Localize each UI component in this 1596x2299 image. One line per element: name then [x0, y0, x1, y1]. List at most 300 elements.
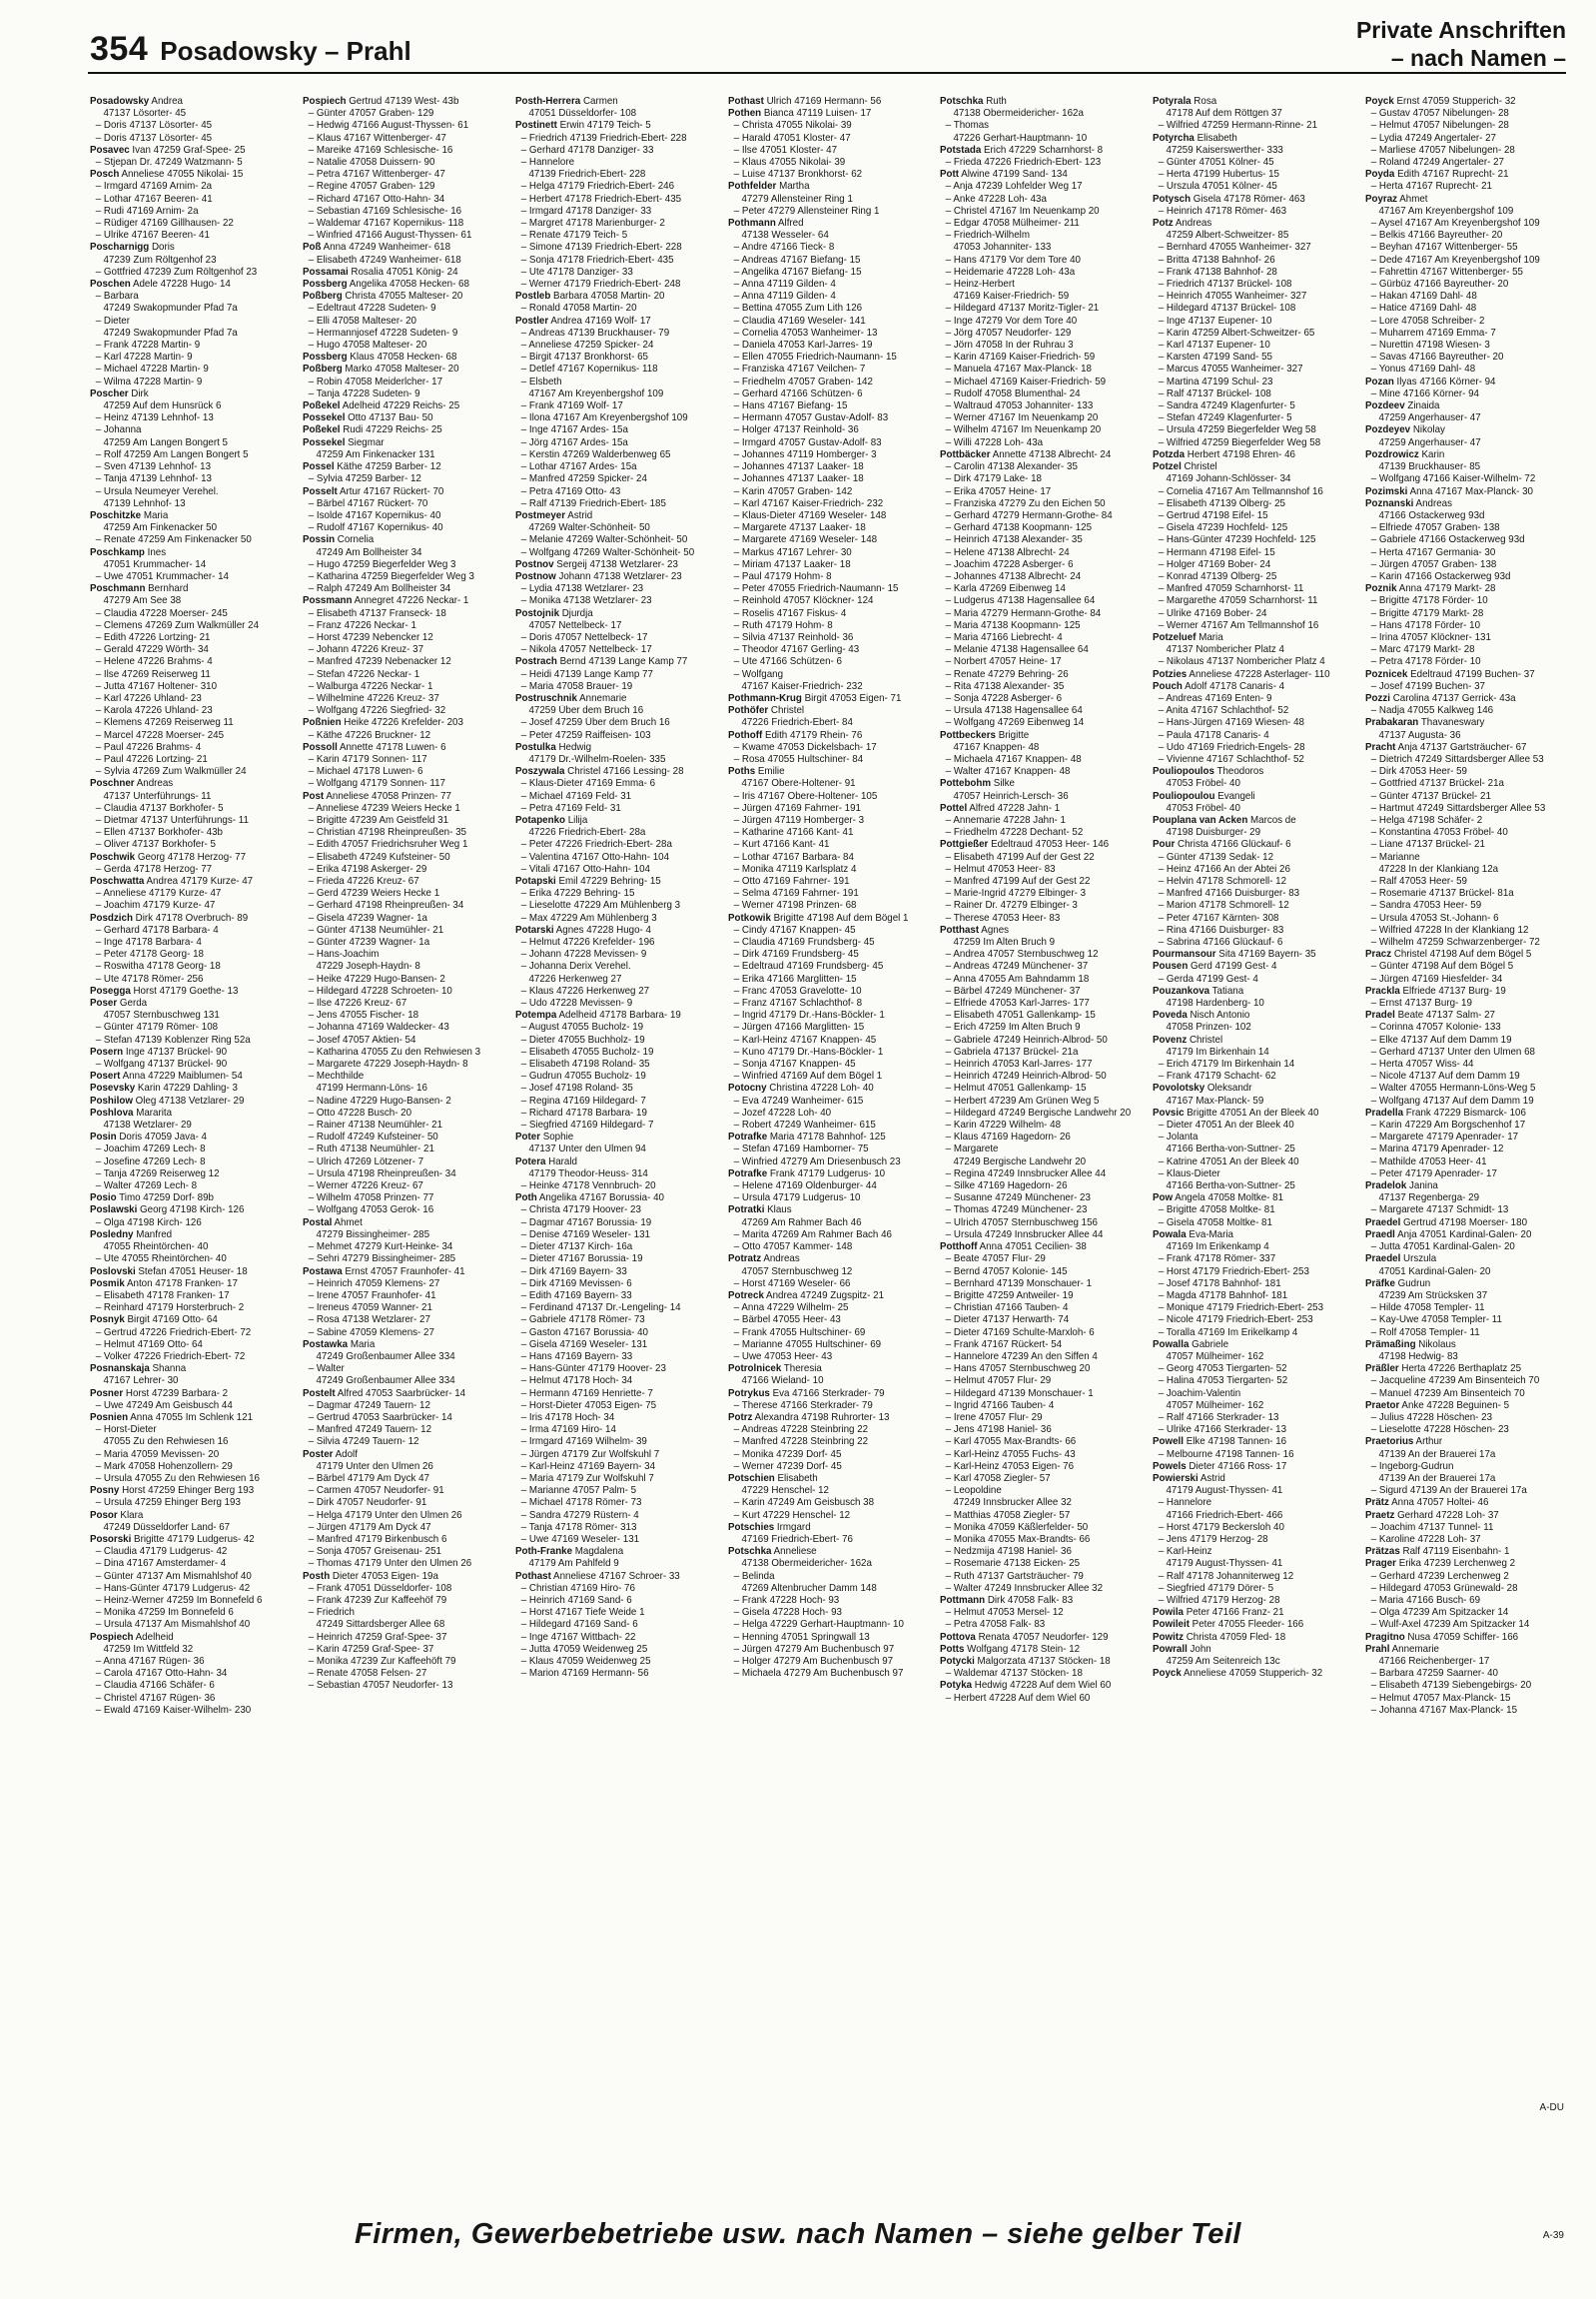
entry-detail: Karin — [1418, 448, 1445, 460]
entry-subentry: – Wolfgang 47179 Sonnen- 117 — [308, 778, 445, 790]
entry-subentry: – Wolfgang 47269 Eibenweg 14 — [946, 717, 1085, 729]
entry-address: 47167 Knappen- 48 — [953, 741, 1040, 753]
surname: Pothast — [514, 1570, 551, 1582]
entry-head — [1365, 486, 1560, 498]
entry-subentry: – Werner 47198 Prinzen- 68 — [733, 900, 857, 912]
surname: Post — [302, 790, 325, 802]
entry-head — [940, 169, 1135, 181]
entry-subentry: – Edeltraut 47228 Sudeten- 9 — [308, 303, 436, 315]
entry-detail: Anja 47051 Kardinal-Galen- 20 — [1395, 1228, 1532, 1240]
entry-detail: Birgit 47169 Otto- 64 — [124, 1314, 218, 1326]
entry-head — [940, 1595, 1135, 1607]
entry-subentry: – Wilhelm 47167 Im Neuenkamp 20 — [946, 424, 1102, 436]
entry-detail: Magdalena — [571, 1546, 623, 1558]
entry-subentry: – Eva 47249 Wanheimer- 615 — [733, 1095, 863, 1107]
entry-subentry: – Dagmar 47167 Borussia- 19 — [520, 1216, 651, 1228]
surname: Postawka — [302, 1338, 348, 1350]
surname: Potrz — [727, 1411, 753, 1423]
entry-subentry: – Paul 47226 Lortzing- 21 — [95, 753, 208, 765]
entry-address: 47166 Bertha-von-Suttner- 25 — [1166, 1180, 1296, 1192]
entry-subentry: – Herta 47167 Ruprecht- 21 — [1370, 181, 1493, 193]
entry-detail: Anna 47051 Cecilien- 38 — [977, 1241, 1088, 1253]
entry-subentry: – Jörg 47057 Neudorfer- 129 — [946, 327, 1072, 339]
entry-subentry: – Carmen 47057 Neudorfer- 91 — [308, 1485, 444, 1497]
entry-subentry: – Hildegard 47169 Sand- 6 — [520, 1619, 638, 1631]
entry-subentry: – Inge 47137 Eupener- 10 — [1159, 315, 1272, 327]
entry-subentry: – Doris 47137 Lösorter- 45 — [95, 120, 213, 132]
entry-subentry: – Uwe 47051 Krummacher- 14 — [95, 570, 229, 582]
entry-subentry: – Muharrem 47169 Emma- 7 — [1370, 327, 1496, 339]
entry-address: 47229 Joseph-Haydn- 8 — [316, 961, 420, 973]
entry-head — [515, 571, 710, 583]
surname: Powell — [1153, 1436, 1185, 1448]
surname: Povsic — [1153, 1107, 1185, 1119]
entry-subentry: – Gürbüz 47166 Bayreuther- 20 — [1370, 279, 1509, 291]
entry-detail: Gertrud 47198 Moerser- 180 — [1400, 1216, 1528, 1228]
entry-detail: Andreas — [134, 778, 174, 790]
entry-subentry: – Günter 47138 Neumühler- 21 — [308, 924, 443, 936]
entry-address: 47179 August-Thyssen- 41 — [1166, 1485, 1283, 1497]
entry-subentry: – Friedrich-Wilhelm — [946, 230, 1031, 242]
entry-detail: Sita 47169 Bayern- 35 — [1215, 949, 1316, 961]
surname: Powileit — [1153, 1619, 1191, 1631]
entry-subentry: – Elisabeth 47137 Franseck- 18 — [308, 607, 446, 619]
entry-head — [1365, 1497, 1560, 1509]
entry-detail: Urszula — [1400, 1253, 1437, 1265]
entry-detail: Alfred — [775, 218, 804, 230]
entry-subentry: – Ursula 47259 Ehinger Berg 193 — [95, 1497, 241, 1509]
surname: Poschmann — [90, 583, 146, 595]
surname: Posth-Herrera — [514, 96, 580, 107]
surname: Prahl — [1365, 1643, 1390, 1655]
entry-detail: Manfred — [133, 1228, 173, 1240]
entry-subentry: – Peter 47178 Georg- 18 — [95, 949, 204, 961]
surname: Possmann — [302, 595, 353, 607]
entry-subentry: – Andrea 47057 Sternbuschweg 12 — [946, 949, 1100, 961]
entry-subentry: – Nikola 47057 Nettelbeck- 17 — [520, 644, 652, 656]
entry-head — [940, 1656, 1135, 1668]
entry-subentry: – Gustav 47057 Nibelungen- 28 — [1370, 108, 1510, 120]
entry-subentry: – Peter 47279 Allensteiner Ring 1 — [733, 205, 880, 217]
entry-subentry: – Dirk 47053 Heer- 59 — [1370, 766, 1468, 778]
entry-subentry: – Frank 47055 Hultschiner- 69 — [733, 1326, 865, 1338]
entry-head — [1153, 1192, 1347, 1204]
entry-detail: Anke 47228 Beguinen- 5 — [1399, 1399, 1510, 1411]
entry-subentry: – Dieter — [95, 315, 131, 327]
entry-subentry: – Wilfried 47259 Biegerfelder Weg 58 — [1159, 436, 1321, 448]
entry-subentry: – Josef 47199 Buchen- 37 — [1370, 680, 1486, 692]
entry-subentry: – Hans-Günter 47179 Hoover- 23 — [520, 1363, 666, 1375]
surname: Pothast — [727, 96, 764, 107]
entry-subentry: – Wilma 47228 Martin- 9 — [95, 376, 203, 387]
entry-head — [303, 412, 497, 424]
entry-detail: Timo 47259 Dorf- 89b — [116, 1192, 214, 1204]
entry-head — [1153, 1632, 1347, 1644]
entry-address: 47226 Friedrich-Ebert- 28a — [528, 827, 646, 839]
entry-address: 47269 Walter-Schönheit- 50 — [528, 522, 650, 534]
margin-mark: A-DU — [1539, 2102, 1564, 2113]
entry-address: 47259 Angerhauser- 47 — [1378, 412, 1481, 424]
entry-head — [1153, 449, 1347, 461]
entry-subentry: – Edeltraud 47169 Frundsberg- 45 — [733, 961, 883, 973]
entry-subentry: – Harald 47051 Kloster- 47 — [733, 132, 851, 144]
surname: Postulka — [514, 741, 556, 753]
entry-subentry: – Herta 47167 Germania- 30 — [1370, 546, 1496, 558]
entry-head — [1365, 1010, 1560, 1022]
entry-subentry: – Heinrich 47249 Heinrich-Albrod- 50 — [946, 1071, 1108, 1083]
entry-subentry: – Karl 47058 Ziegler- 57 — [946, 1472, 1052, 1484]
entry-subentry: – Hans-Günter 47179 Ludgerus- 42 — [95, 1582, 251, 1594]
entry-head — [1153, 949, 1347, 961]
entry-subentry: – Paul 47179 Hohm- 8 — [733, 570, 832, 582]
entry-head — [1365, 1510, 1560, 1522]
entry-detail: Anna 47167 Max-Planck- 30 — [1407, 485, 1534, 497]
entry-subentry: – Helga 47198 Schäfer- 2 — [1370, 814, 1483, 826]
surname: Poschwatta — [90, 876, 145, 887]
entry-subentry: – Michael 47178 Römer- 73 — [520, 1497, 642, 1509]
entry-subentry: – Dieter 47055 Buchholz- 19 — [520, 1034, 645, 1046]
entry-detail: Christel — [1182, 461, 1217, 473]
entry-address: 47259 Im Wittfeld 32 — [103, 1643, 194, 1655]
entry-subentry: – Ralf 47139 Friedrich-Ebert- 185 — [520, 497, 666, 509]
entry-head — [90, 169, 285, 181]
entry-subentry: – Helvin 47178 Schmorell- 12 — [1159, 876, 1287, 887]
entry-head — [1365, 693, 1560, 705]
surname: Poßnien — [302, 717, 342, 729]
surname: Praedl — [1365, 1228, 1396, 1240]
entry-detail: Christel — [767, 705, 804, 717]
entry-subentry: – Frank 47138 Bahnhof- 28 — [1159, 266, 1278, 278]
surname: Pozdeyev — [1365, 424, 1411, 436]
entry-subentry: – Anneliese 47239 Weiers Hecke 1 — [308, 802, 460, 814]
entry-head — [728, 1388, 923, 1400]
entry-subentry: – Thomas — [946, 120, 990, 132]
entry-head — [90, 583, 285, 595]
listing-column-4 — [728, 96, 931, 2188]
entry-subentry: – Ewald 47169 Kaiser-Wilhelm- 230 — [95, 1704, 252, 1716]
entry-detail: Adolf — [333, 1448, 358, 1460]
surname: Posnien — [90, 1411, 129, 1423]
entry-detail: Barbara 47058 Martin- 20 — [550, 291, 665, 303]
entry-detail: Christel 47198 Auf dem Bögel 5 — [1391, 949, 1532, 961]
entry-subentry: – Hannelore — [1159, 1497, 1212, 1509]
surname: Possoll — [302, 741, 338, 753]
entry-subentry: – Heinz-Herbert — [946, 279, 1016, 291]
entry-subentry: – Ute 47055 Rheintörchen- 40 — [95, 1253, 227, 1265]
entry-subentry: – Gabriele 47166 Ostackerweg 93d — [1370, 534, 1525, 546]
entry-head — [728, 1473, 923, 1485]
entry-subentry: – Doris 47057 Nettelbeck- 17 — [520, 631, 648, 643]
entry-subentry: – Stjepan Dr. 47249 Watzmann- 5 — [95, 157, 243, 169]
entry-subentry: – Irmgard 47057 Gustav-Adolf- 83 — [733, 436, 882, 448]
surname: Pothöfer — [727, 705, 768, 717]
entry-head — [728, 1546, 923, 1558]
surname: Praedel — [1365, 1253, 1401, 1265]
entry-subentry: – Horst 47167 Tiefe Weide 1 — [520, 1607, 645, 1619]
entry-detail: Dieter 47053 Eigen- 19a — [330, 1570, 438, 1582]
entry-detail: Elisabeth — [774, 1472, 818, 1484]
surname: Potzies — [1153, 668, 1188, 680]
entry-subentry: – Marita 47269 Am Rahmer Bach 46 — [733, 1228, 892, 1240]
surname: Pow — [1153, 1192, 1174, 1204]
entry-subentry: – Carola 47167 Otto-Hahn- 34 — [95, 1668, 228, 1680]
entry-head — [303, 279, 497, 291]
entry-address: 47226 Herkenweg 27 — [528, 973, 622, 985]
entry-detail: Arthur — [1413, 1436, 1443, 1448]
entry-head — [1365, 1363, 1560, 1375]
entry-head — [940, 1680, 1135, 1692]
entry-subentry: – Christa 47179 Hoover- 23 — [520, 1204, 641, 1216]
entry-address: 47055 Zu den Rehwiesen 16 — [103, 1436, 229, 1448]
entry-subentry: – Melanie 47269 Walter-Schönheit- 50 — [520, 534, 688, 546]
entry-subentry: – Helmut 47057 Flur- 29 — [946, 1375, 1052, 1387]
surname: Pradel — [1365, 1010, 1396, 1022]
entry-subentry: – Cornelia 47053 Wanheimer- 13 — [733, 327, 878, 339]
surname: Posnanskaja — [90, 1363, 150, 1375]
entry-detail: Dieter 47166 Ross- 17 — [1187, 1460, 1287, 1472]
entry-subentry: – Werner 47167 Im Neuenkamp 20 — [946, 412, 1099, 424]
entry-subentry: – Wolfgang 47166 Kaiser-Wilhelm- 72 — [1370, 473, 1536, 485]
entry-detail: Marcos de — [1247, 814, 1296, 826]
entry-subentry: – Andre 47166 Tieck- 8 — [733, 242, 834, 254]
entry-address: 47228 In der Klankiang 12a — [1378, 863, 1499, 875]
entry-subentry: – Volker 47226 Friedrich-Ebert- 72 — [95, 1350, 246, 1362]
surname: Poslovski — [90, 1265, 136, 1277]
entry-subentry: – Regina 47169 Hildegard- 7 — [520, 1095, 646, 1107]
entry-detail: Horst 47259 Ehinger Berg 193 — [119, 1485, 255, 1497]
entry-subentry: – Hannelore 47239 An den Siffen 4 — [946, 1350, 1099, 1362]
entry-detail: Christa 47166 Glückauf- 6 — [1175, 839, 1291, 851]
entry-address: 47269 Am Rahmer Bach 46 — [741, 1216, 862, 1228]
entry-head — [1365, 1339, 1560, 1351]
entry-subentry: – Gerhard 47138 Koopmann- 125 — [946, 522, 1093, 534]
surname: Poths — [727, 766, 755, 778]
entry-subentry: – Dirk 47169 Bayern- 33 — [520, 1265, 627, 1277]
entry-head — [728, 108, 923, 120]
entry-address: 47259 Über dem Bruch 16 — [528, 705, 643, 717]
surname: Prabakaran — [1365, 717, 1419, 729]
entry-head — [1365, 1546, 1560, 1558]
entry-subentry: – Friedrich 47137 Brückel- 108 — [1159, 279, 1292, 291]
entry-subentry: – Barbara — [95, 291, 139, 303]
entry-subentry: – Christian 47166 Tauben- 4 — [946, 1302, 1069, 1314]
entry-subentry: – Heidi 47139 Lange Kamp 77 — [520, 668, 653, 680]
entry-subentry: – Klaus 47055 Nikolai- 39 — [733, 157, 845, 169]
entry-subentry: – Wilfried 47179 Herzog- 28 — [1159, 1594, 1280, 1606]
surname: Powila — [1153, 1607, 1185, 1619]
surname: Pothoff — [727, 729, 762, 741]
entry-detail: Zinaida — [1404, 400, 1440, 412]
entry-detail: Andrea — [149, 96, 183, 107]
entry-subentry: – Andreas 47169 Enten- 9 — [1159, 692, 1272, 704]
entry-subentry: – Hans 47178 Förder- 10 — [1370, 619, 1481, 631]
entry-subentry: – Jörn 47058 In der Ruhrau 3 — [946, 340, 1074, 352]
entry-subentry: – Luise 47137 Bronkhorst- 62 — [733, 169, 862, 181]
entry-head — [1365, 1644, 1560, 1656]
entry-subentry: – Günter 47179 Römer- 108 — [95, 1022, 219, 1034]
entry-head — [1365, 400, 1560, 412]
entry-subentry: – Wolfgang 47269 Walter-Schönheit- 50 — [520, 546, 694, 558]
entry-detail: Annette 47178 Luwen- 6 — [337, 741, 446, 753]
entry-subentry: – Peter 47259 Raiffeisen- 103 — [520, 729, 651, 741]
entry-detail: Ernst 47059 Stupperich- 32 — [1393, 96, 1516, 107]
entry-subentry: – Horst 47179 Beckersloh 40 — [1159, 1521, 1285, 1533]
surname: Pozimski — [1365, 485, 1408, 497]
entry-detail: Klaus 47058 Hecken- 68 — [347, 352, 457, 364]
surname: Pottebohm — [940, 778, 992, 790]
entry-subentry: – Joachim 47179 Kurze- 47 — [95, 900, 216, 912]
entry-subentry: – Petra 47169 Otto- 43 — [520, 485, 620, 497]
listing-column-6 — [1153, 96, 1355, 2188]
entry-subentry: – Clemens 47269 Zum Walkmüller 24 — [95, 619, 260, 631]
entry-detail: Dirk 47058 Falk- 83 — [985, 1594, 1074, 1606]
entry-detail: Cornelia — [334, 534, 375, 546]
entry-subentry: – Maria 47058 Brauer- 19 — [520, 680, 632, 692]
surname: Powierski — [1153, 1472, 1198, 1484]
entry-subentry: – Dagmar 47249 Tauern- 12 — [308, 1399, 430, 1411]
entry-subentry: – Corinna 47057 Kolonie- 133 — [1370, 1022, 1501, 1034]
entry-subentry: – Claudia 47166 Schäfer- 6 — [95, 1680, 215, 1692]
entry-address: 47179 Theodor-Heuss- 314 — [528, 1167, 648, 1179]
entry-subentry: – Gisela 47058 Moltke- 81 — [1159, 1216, 1273, 1228]
entry-subentry: – Tanja 47269 Reiserweg 12 — [95, 1167, 220, 1179]
entry-detail: Siegmar — [345, 436, 385, 448]
entry-subentry: – Hermannjosef 47228 Sudeten- 9 — [308, 327, 458, 339]
entry-detail: Christel 47166 Lessing- 28 — [564, 766, 684, 778]
entry-detail: Anna 47057 Holtei- 46 — [1389, 1497, 1489, 1509]
entry-subentry: – Anneliese 47259 Spicker- 24 — [520, 340, 654, 352]
entry-subentry: – Karl 47228 Martin- 9 — [95, 352, 193, 364]
entry-address: 47179 Unter den Ulmen 26 — [316, 1460, 433, 1472]
entry-subentry: – Ralf 47166 Sterkrader- 13 — [1159, 1411, 1279, 1423]
entry-subentry: – Silvia 47249 Tauern- 12 — [308, 1436, 419, 1448]
entry-subentry: – Horst-Dieter 47053 Eigen- 75 — [520, 1399, 656, 1411]
entry-address: 47167 Am Kreyenbergshof 109 — [528, 387, 664, 399]
entry-subentry: – Wolfgang 47137 Auf dem Damm 19 — [1370, 1095, 1534, 1107]
entry-subentry: – Bernhard 47139 Monschauer- 1 — [946, 1277, 1093, 1289]
entry-subentry: – Helga 47229 Gerhart-Hauptmann- 10 — [733, 1619, 904, 1631]
entry-subentry: – Ferdinand 47137 Dr.-Lengeling- 14 — [520, 1302, 681, 1314]
entry-subentry: – Thomas 47179 Unter den Ulmen 26 — [308, 1558, 472, 1570]
entry-address: 47239 Zum Röltgenhof 23 — [103, 254, 217, 266]
entry-subentry: – Inge 47167 Ardes- 15a — [520, 424, 628, 436]
entry-subentry: – Ulrike 47166 Sterkrader- 13 — [1159, 1424, 1287, 1436]
entry-subentry: – Peter 47226 Friedrich-Ebert- 28a — [520, 839, 672, 851]
surname: Potzda — [1153, 448, 1186, 460]
entry-subentry: – Andreas 47228 Steinbring 22 — [733, 1424, 868, 1436]
entry-head — [90, 1132, 285, 1144]
entry-subentry: – Josef 47057 Aktien- 54 — [308, 1034, 416, 1046]
entry-head — [303, 717, 497, 729]
entry-subentry: – Ingeborg-Gudrun — [1370, 1460, 1454, 1472]
entry-subentry: – Lydia 47249 Angertaler- 27 — [1370, 132, 1497, 144]
entry-detail: Emil 47229 Behring- 15 — [555, 876, 661, 887]
entry-address: 47139 Lehnhof- 13 — [103, 497, 186, 509]
entry-subentry: – Maria 47138 Koopmann- 125 — [946, 619, 1082, 631]
entry-subentry: – Denise 47169 Weseler- 131 — [520, 1228, 650, 1240]
entry-subentry: – Hans 47057 Sternbuschweg 20 — [946, 1363, 1091, 1375]
entry-subentry: – Ursula 47259 Biegerfelder Weg 58 — [1159, 424, 1317, 436]
entry-subentry: – Rüdiger 47169 Gillhausen- 22 — [95, 218, 234, 230]
entry-subentry: – Hans 47167 Biefang- 15 — [733, 400, 847, 412]
entry-subentry: – Klaus 47167 Wittenberger- 47 — [308, 132, 446, 144]
surname: Pouliopoulos — [1153, 766, 1215, 778]
entry-subentry: – Susanne 47249 Münchener- 23 — [946, 1192, 1092, 1204]
entry-detail: Martha — [775, 181, 810, 193]
entry-detail: Georg 47198 Kirch- 126 — [137, 1204, 245, 1216]
entry-subentry: – Jutta 47167 Holtener- 310 — [95, 680, 218, 692]
entry-detail: Horst 47179 Goethe- 13 — [130, 985, 239, 997]
entry-subentry: – Käthe 47226 Bruckner- 12 — [308, 729, 430, 741]
entry-subentry: – Heinz-Werner 47259 Im Bonnefeld 6 — [95, 1594, 263, 1606]
entry-subentry: – Sandra 47053 Heer- 59 — [1370, 900, 1482, 912]
surname: Potz — [1153, 218, 1174, 230]
entry-subentry: – Nedzmija 47198 Haniel- 36 — [946, 1546, 1073, 1558]
entry-head — [303, 96, 497, 108]
entry-address: 47259 Am Finkenacker 131 — [316, 448, 435, 460]
surname: Pottgießer — [940, 839, 989, 851]
entry-subentry: – Irma 47169 Hiro- 14 — [520, 1424, 616, 1436]
entry-subentry: – Karin 47249 Am Geisbusch 38 — [733, 1497, 874, 1509]
entry-subentry: – Regine 47057 Graben- 129 — [308, 181, 435, 193]
entry-subentry: – Elke 47137 Auf dem Damm 19 — [1370, 1034, 1512, 1046]
entry-subentry: – Ursula 47053 St.-Johann- 6 — [1370, 912, 1499, 924]
entry-subentry: – Dede 47167 Am Kreyenbergshof 109 — [1370, 254, 1541, 266]
surname: Poscher — [90, 387, 129, 399]
entry-subentry: – Thomas 47249 Münchener- 23 — [946, 1204, 1088, 1216]
entry-subentry: – Fahrettin 47167 Wittenberger- 55 — [1370, 266, 1524, 278]
entry-head — [515, 742, 710, 754]
entry-head — [1365, 498, 1560, 510]
entry-subentry: – August 47055 Bucholz- 19 — [520, 1022, 643, 1034]
entry-detail: Andrea 47169 Wolf- 17 — [547, 315, 651, 327]
entry-subentry: – Joachim-Valentin — [1159, 1387, 1241, 1399]
surname: Postleb — [514, 291, 551, 303]
entry-subentry: – Horst-Dieter — [95, 1424, 157, 1436]
surname: Postrach — [514, 656, 557, 668]
entry-subentry: – Frieda 47226 Kreuz- 67 — [308, 876, 419, 887]
entry-subentry: – Heike 47229 Hugo-Bansen- 2 — [308, 973, 445, 985]
entry-detail: Gabriele — [1189, 1338, 1229, 1350]
entry-address: 47229 Henschel- 12 — [741, 1485, 829, 1497]
entry-subentry: – Rita 47138 Alexander- 35 — [946, 680, 1065, 692]
entry-subentry: – Ralph 47249 Am Bollheister 34 — [308, 583, 451, 595]
surname: Possekel — [302, 412, 346, 424]
page-marker: A-39 — [1542, 2230, 1564, 2241]
entry-address: 47179 Im Birkenhain 14 — [1166, 1046, 1270, 1058]
entry-subentry: – Ursula 47055 Zu den Rehwiesen 16 — [95, 1472, 260, 1484]
entry-subentry: – Margarete 47169 Weseler- 148 — [733, 534, 877, 546]
entry-subentry: – Gerhard 47178 Barbara- 4 — [95, 924, 219, 936]
entry-subentry: – Irene 47057 Flur- 29 — [946, 1411, 1043, 1423]
entry-subentry: – Nurettin 47198 Wiesen- 3 — [1370, 340, 1490, 352]
entry-detail: Andreas — [760, 1253, 800, 1265]
entry-address: 47279 Allensteiner Ring 1 — [741, 193, 853, 205]
entry-head — [515, 1546, 710, 1558]
entry-subentry: – Savas 47166 Bayreuther- 20 — [1370, 352, 1504, 364]
entry-head — [90, 1204, 285, 1216]
entry-subentry: – Belinda — [733, 1570, 775, 1582]
entry-head — [1153, 1339, 1347, 1351]
entry-subentry: – Lothar 47167 Beeren- 41 — [95, 193, 213, 205]
surname: Prätzas — [1365, 1546, 1400, 1558]
entry-detail: Anna 47179 Markt- 28 — [1396, 583, 1496, 595]
entry-subentry: – Frank 47167 Rückert- 54 — [946, 1338, 1063, 1350]
entry-subentry: – Rolf 47259 Am Langen Bongert 5 — [95, 448, 249, 460]
entry-subentry: – Robin 47058 Meiderlcher- 17 — [308, 376, 442, 387]
entry-detail: Beate 47137 Salm- 27 — [1395, 1010, 1496, 1022]
entry-subentry: – Inge 47178 Barbara- 4 — [95, 937, 202, 949]
